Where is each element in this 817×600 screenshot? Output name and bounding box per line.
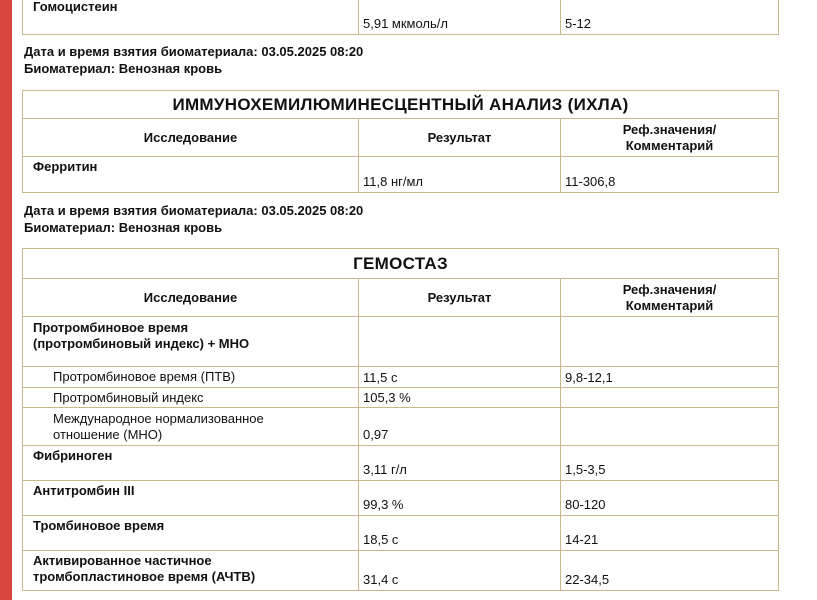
header-result: Результат xyxy=(359,119,561,157)
table-row xyxy=(23,516,779,551)
test-name-line2: тромбопластиновое время (АЧТВ) xyxy=(33,569,256,584)
test-name: Фибриноген xyxy=(23,446,359,481)
header-ref-line2: Комментарий xyxy=(625,137,714,153)
test-name xyxy=(23,551,359,591)
test-name: Тромбиновое время xyxy=(23,516,359,551)
test-result: 31,4 с xyxy=(359,551,561,591)
biomaterial-info xyxy=(24,43,363,77)
section-title-row xyxy=(23,91,779,119)
test-result: 11,5 с xyxy=(359,367,561,388)
test-name: Антитромбин III xyxy=(23,481,359,516)
test-name-line2: отношение (МНО) xyxy=(53,426,163,442)
section-title: ГЕМОСТАЗ xyxy=(23,249,779,279)
test-result: 5,91 мкмоль/л xyxy=(359,0,561,35)
test-reference xyxy=(561,408,779,446)
header-test: Исследование xyxy=(23,279,359,317)
test-result: 0,97 xyxy=(359,408,561,446)
group-reference-empty xyxy=(561,317,779,367)
test-reference: 5-12 xyxy=(561,0,779,35)
biomaterial-info xyxy=(24,202,363,236)
table-row xyxy=(23,388,779,408)
test-reference xyxy=(561,388,779,408)
test-reference: 11-306,8 xyxy=(561,157,779,193)
table-row xyxy=(23,481,779,516)
biomaterial-type: Биоматериал: Венозная кровь xyxy=(24,220,223,235)
test-reference: 14-21 xyxy=(561,516,779,551)
header-result: Результат xyxy=(359,279,561,317)
test-reference: 1,5-3,5 xyxy=(561,446,779,481)
test-reference: 80-120 xyxy=(561,481,779,516)
table-row xyxy=(23,408,779,446)
test-result: 11,8 нг/мл xyxy=(359,157,561,193)
header-ref-line1: Реф.значения/ xyxy=(622,281,717,297)
test-result: 99,3 % xyxy=(359,481,561,516)
hemostasis-table xyxy=(22,248,779,591)
test-name xyxy=(23,408,359,446)
test-result: 18,5 с xyxy=(359,516,561,551)
header-row xyxy=(23,279,779,317)
table-row xyxy=(23,157,779,193)
homocysteine-table xyxy=(22,0,779,35)
left-accent-bar xyxy=(0,0,12,600)
group-result-empty xyxy=(359,317,561,367)
test-name: Ферритин xyxy=(23,157,359,193)
group-row xyxy=(23,317,779,367)
table-row xyxy=(23,367,779,388)
section-title: ИММУНОХЕМИЛЮМИНЕСЦЕНТНЫЙ АНАЛИЗ (ИХЛА) xyxy=(23,91,779,119)
collection-datetime: Дата и время взятия биоматериала: 03.05.2025 08:20 xyxy=(24,44,364,59)
test-name: Гомоцистеин xyxy=(23,0,359,35)
group-name-line1: Протромбиновое время xyxy=(33,320,189,335)
test-result: 105,3 % xyxy=(359,388,561,408)
table-row xyxy=(23,446,779,481)
ihla-table xyxy=(22,90,779,193)
group-name-line2: (протромбиновый индекс) + МНО xyxy=(33,336,250,351)
header-reference xyxy=(561,279,779,317)
header-ref-line1: Реф.значения/ xyxy=(622,121,717,137)
collection-datetime: Дата и время взятия биоматериала: 03.05.2025 08:20 xyxy=(24,203,364,218)
test-name: Протромбиновый индекс xyxy=(23,388,359,408)
test-name-line1: Международное нормализованное xyxy=(53,410,264,426)
group-name xyxy=(23,317,359,367)
header-row xyxy=(23,119,779,157)
header-ref-line2: Комментарий xyxy=(625,297,714,313)
biomaterial-type: Биоматериал: Венозная кровь xyxy=(24,61,223,76)
header-reference xyxy=(561,119,779,157)
test-result: 3,11 г/л xyxy=(359,446,561,481)
test-name: Протромбиновое время (ПТВ) xyxy=(23,367,359,388)
section-title-row xyxy=(23,249,779,279)
test-reference: 9,8-12,1 xyxy=(561,367,779,388)
table-row xyxy=(23,0,779,35)
test-name-line1: Активированное частичное xyxy=(33,553,212,568)
test-reference: 22-34,5 xyxy=(561,551,779,591)
header-test: Исследование xyxy=(23,119,359,157)
table-row xyxy=(23,551,779,591)
